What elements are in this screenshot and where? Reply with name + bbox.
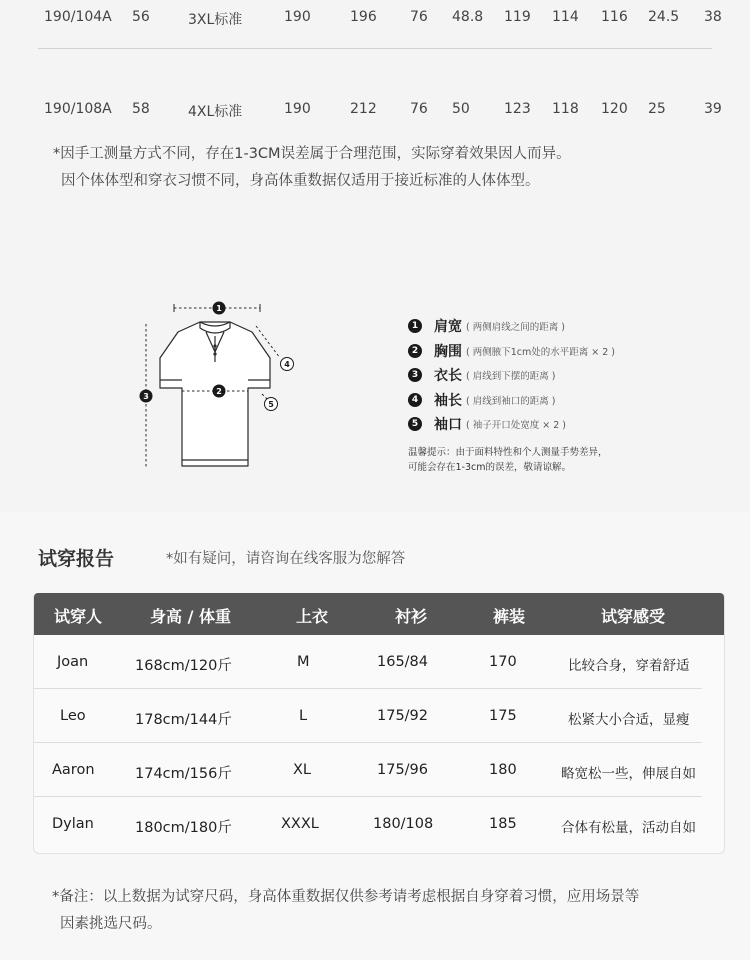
fitting-feeling: 略宽松一些，伸展自如 (561, 766, 696, 782)
size-cell: 123 (504, 101, 531, 117)
tester-name: Aaron (52, 762, 95, 778)
legend-item (408, 339, 615, 364)
size-cell: 190 (284, 101, 311, 117)
legend-desc: ( 肩线到袖口的距离 ) (466, 395, 556, 407)
size-cell: 114 (552, 9, 579, 25)
fitting-feeling: 合体有松量，活动自如 (561, 820, 696, 836)
size-cell: 48.8 (452, 9, 484, 25)
legend-number: 2 (408, 344, 422, 358)
fitting-feeling: 松紧大小合适，显瘦 (568, 712, 690, 728)
size-cell: 212 (350, 101, 377, 117)
size-table-divider (38, 48, 712, 49)
size-table (38, 0, 722, 120)
table-row (34, 635, 724, 689)
size-cell: 56 (132, 9, 150, 25)
tip-line: 可能会存在1-3cm的误差，敬请谅解。 (408, 461, 571, 473)
shirt-size: 175/96 (377, 762, 429, 778)
size-cell: 24.5 (648, 9, 680, 25)
marker-1: 1 (216, 304, 222, 313)
size-cell: 116 (601, 9, 628, 25)
size-cell: 76 (410, 9, 428, 25)
tip-line: 温馨提示：由于面料特性和个人测量手势差异， (408, 446, 608, 458)
size-cell: 190 (284, 9, 311, 25)
column-header: 试穿人 (54, 607, 103, 626)
pants-size: 185 (489, 816, 517, 832)
table-row (34, 689, 724, 743)
size-cell: 196 (350, 9, 377, 25)
height-weight: 180cm/180斤 (135, 820, 232, 836)
fitting-feeling: 比较合身，穿着舒适 (568, 658, 690, 674)
size-cell: 190/104A (44, 9, 112, 25)
legend-name: 袖口 (434, 417, 462, 434)
pants-size: 175 (489, 708, 517, 724)
legend-desc: ( 袖子开口处宽度 × 2 ) (466, 420, 566, 432)
legend-number: 5 (408, 417, 422, 431)
height-weight: 174cm/156斤 (135, 766, 232, 782)
shirt-size: 175/92 (377, 708, 429, 724)
size-cell: 119 (504, 9, 531, 25)
size-cell: 3XL标准 (188, 12, 243, 28)
size-cell: 118 (552, 101, 579, 117)
column-header: 上衣 (296, 607, 329, 626)
legend-item (408, 388, 615, 413)
marker-3: 3 (143, 392, 149, 401)
legend-name: 袖长 (434, 392, 462, 409)
size-row (38, 32, 722, 120)
size-cell: 76 (410, 101, 428, 117)
shirt-size: 180/108 (373, 816, 434, 832)
top-size: XXXL (281, 816, 319, 832)
measurement-tip (408, 445, 615, 475)
marker-5: 5 (268, 400, 274, 409)
shirt-size: 165/84 (377, 654, 429, 670)
pants-size: 180 (489, 762, 517, 778)
height-weight: 178cm/144斤 (135, 712, 232, 728)
legend-number: 3 (408, 368, 422, 382)
column-header: 衬衫 (395, 607, 428, 626)
column-header: 裤装 (493, 607, 526, 626)
fitting-note (52, 884, 639, 938)
tester-name: Leo (60, 708, 86, 724)
legend-desc: ( 两侧腋下1cm处的水平距离 × 2 ) (466, 346, 616, 358)
top-size: M (297, 654, 310, 670)
size-cell: 190/108A (44, 101, 112, 117)
legend-name: 肩宽 (434, 319, 462, 336)
fitting-table-header (34, 593, 724, 635)
legend-name: 衣长 (434, 368, 462, 385)
legend-item (408, 412, 615, 437)
top-size: XL (293, 762, 312, 778)
section-subtitle: *如有疑问，请咨询在线客服为您解答 (166, 551, 406, 567)
measurement-legend (408, 314, 615, 475)
legend-item (408, 314, 615, 339)
legend-desc: ( 肩线到下摆的距离 ) (466, 371, 556, 383)
measure-note (53, 141, 571, 195)
column-header: 试穿感受 (601, 607, 666, 626)
tester-name: Dylan (52, 816, 94, 832)
legend-number: 1 (408, 319, 422, 333)
column-header: 身高 / 体重 (150, 607, 231, 626)
size-cell: 39 (704, 101, 722, 117)
top-size: L (299, 708, 308, 724)
height-weight: 168cm/120斤 (135, 658, 232, 674)
measure-note-line: *因手工测量方式不同，存在1-3CM误差属于合理范围，实际穿着效果因人而异。 (53, 146, 571, 162)
size-cell: 58 (132, 101, 150, 117)
marker-4: 4 (284, 360, 290, 369)
fitting-note-line: *备注：以上数据为试穿尺码，身高体重数据仅供参考请考虑根据自身穿着习惯，应用场景等 (52, 889, 640, 905)
polo-shirt-icon (130, 296, 310, 476)
size-cell: 50 (452, 101, 470, 117)
table-row (34, 797, 724, 851)
legend-item (408, 363, 615, 388)
legend-number: 4 (408, 393, 422, 407)
fitting-table (33, 593, 725, 854)
fitting-table-body (34, 635, 724, 851)
size-row (38, 0, 722, 32)
measurement-diagram (130, 296, 310, 476)
table-row (34, 743, 724, 797)
tester-name: Joan (57, 654, 89, 670)
size-cell: 4XL标准 (188, 104, 243, 120)
marker-2: 2 (216, 387, 222, 396)
legend-name: 胸围 (434, 343, 462, 360)
section-title: 试穿报告 (38, 548, 115, 570)
size-cell: 25 (648, 101, 666, 117)
size-cell: 38 (704, 9, 722, 25)
measure-note-line: 因个体体型和穿衣习惯不同，身高体重数据仅适用于接近标准的人体体型。 (61, 173, 540, 189)
fitting-note-line: 因素挑选尺码。 (60, 916, 162, 932)
legend-desc: ( 两侧肩线之间的距离 ) (466, 322, 565, 334)
size-cell: 120 (601, 101, 628, 117)
pants-size: 170 (489, 654, 517, 670)
